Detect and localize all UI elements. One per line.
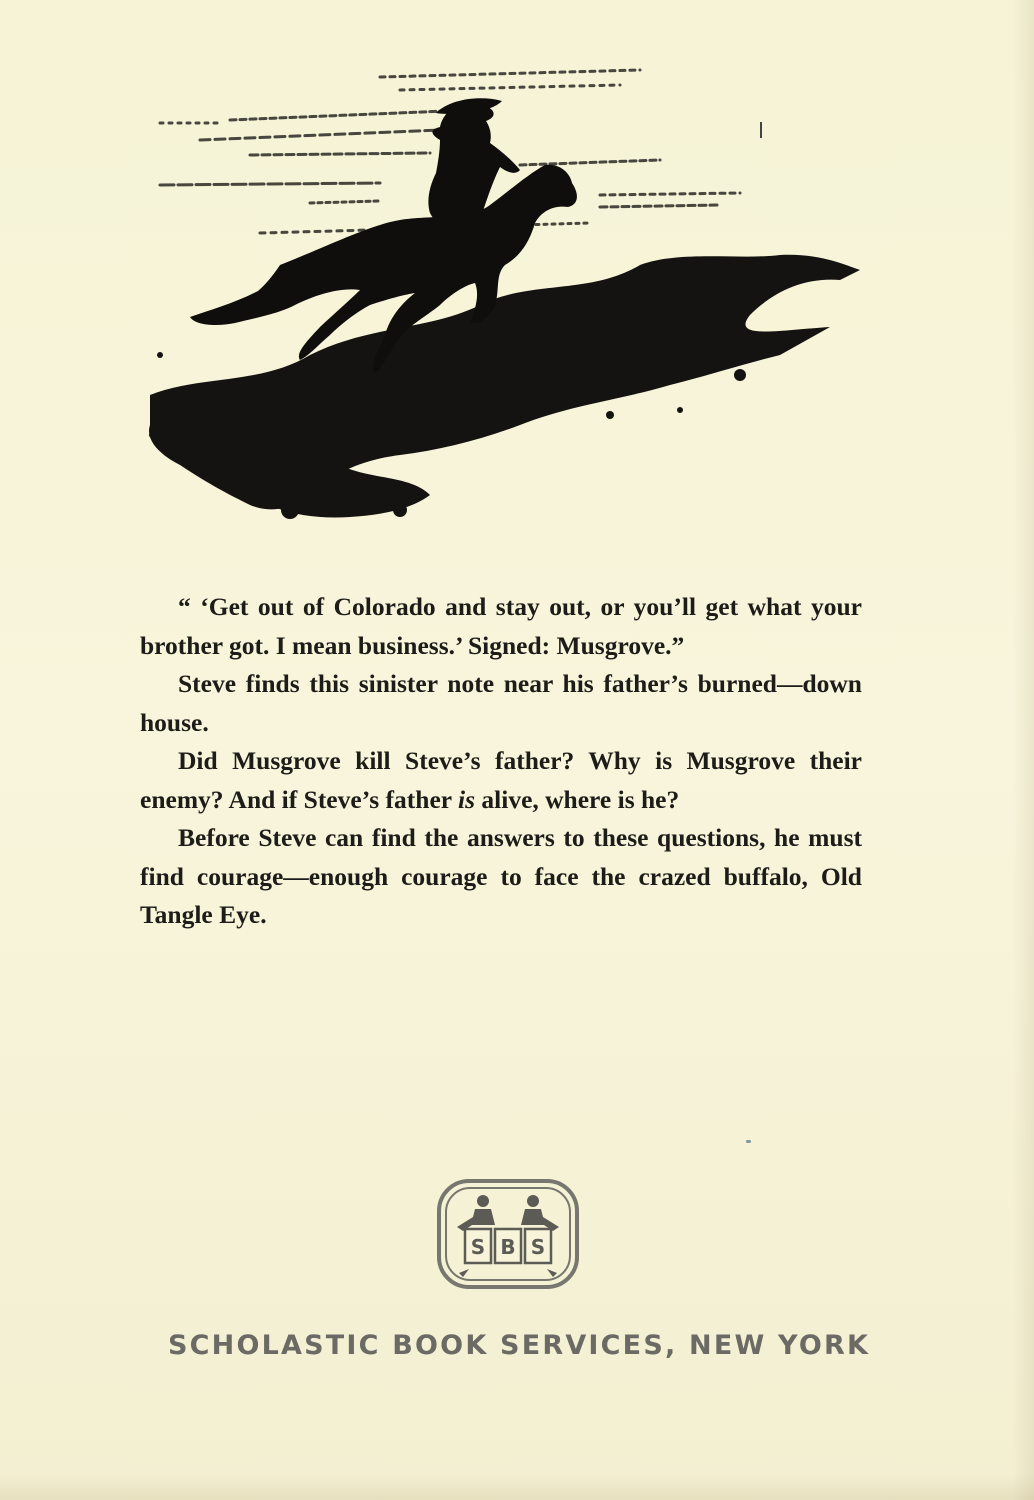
blurb-paragraph-3-end: alive, where is he? [475, 784, 680, 814]
publisher-logo [435, 1177, 581, 1291]
blurb-paragraph-2: Steve finds this sinister note near his father’s burned—down house. [140, 669, 862, 737]
blurb-paragraph-3 [140, 742, 862, 819]
rider-illustration [140, 55, 865, 525]
publisher-imprint: SCHOLASTIC BOOK SERVICES, NEW YORK [168, 1330, 871, 1361]
logo-letter-s2: S [530, 1235, 546, 1259]
logo-letter-b: B [500, 1235, 516, 1259]
page-bottom-shadow [0, 1474, 1034, 1500]
blurb-paragraph-3-start: Did Musgrove kill Steve’s father? Why is Musgrove their enemy? And if Steve’s father [140, 746, 862, 814]
ink-speck [746, 1140, 751, 1143]
blurb-paragraph-4: Before Steve can find the answers to these questions, he must find courage—enough courage to face the crazed buffalo, Old Tangle Eye. [140, 823, 862, 929]
page-edge-shadow [1012, 0, 1034, 1500]
blurb-text [140, 588, 862, 935]
speck-mark [760, 122, 762, 138]
blurb-quote: “ ‘Get out of Colorado and stay out, or you’ll get what your brother got. I mean business.’ Signed: Musgrove.” [140, 592, 862, 660]
blurb-paragraph-3-emphasis: is [458, 784, 476, 814]
logo-letter-s1: S [470, 1235, 486, 1259]
